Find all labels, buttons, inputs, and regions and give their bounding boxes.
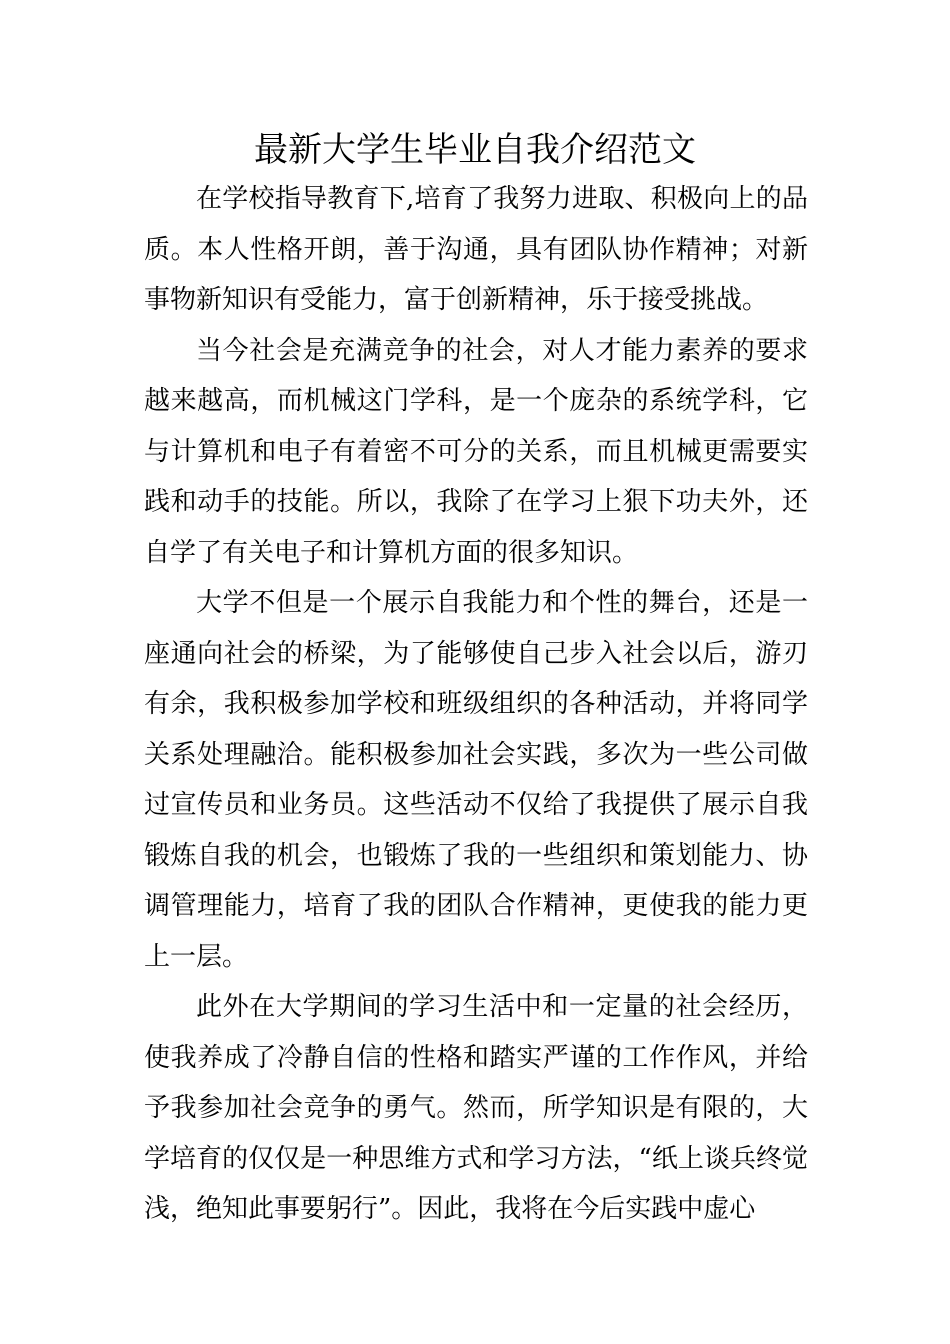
- paragraph-2: 当今社会是充满竞争的社会，对人才能力素养的要求越来越高，而机械这门学科，是一个庞杂的系统学科，它与计算机和电子有着密不可分的关系，而且机械更需要实践和动手的技能。所以，我除了在学习上狠下功夫外，还自学了有关电子和计算机方面的很多知识。: [144, 335, 808, 568]
- paragraph-3: 大学不但是一个展示自我能力和个性的舞台，还是一座通向社会的桥梁，为了能够使自己步入社会以后，游刃有余，我积极参加学校和班级组织的各种活动，并将同学关系处理融洽。能积极参加社会实践，多次为一些公司做过宣传员和业务员。这些活动不仅给了我提供了展示自我锻炼自我的机会，也锻炼了我的一些组织和策划能力、协调管理能力，培育了我的团队合作精神，更使我的能力更上一层。: [144, 588, 808, 972]
- paragraph-4: 此外在大学期间的学习生活中和一定量的社会经历，使我养成了冷静自信的性格和踏实严谨的工作作风，并给予我参加社会竞争的勇气。然而，所学知识是有限的，大学培育的仅仅是一种思维方式和学习方法，“纸上谈兵终觉浅，绝知此事要躬行”。因此，我将在今后实践中虚心: [144, 992, 808, 1224]
- document-title: 最新大学生毕业自我介绍范文: [254, 130, 696, 170]
- paragraph-1: 在学校指导教育下,培育了我努力进取、积极向上的品质。本人性格开朗，善于沟通，具有团队协作精神；对新事物新知识有受能力，富于创新精神，乐于接受挑战。: [144, 184, 808, 315]
- document-body: [144, 174, 808, 1235]
